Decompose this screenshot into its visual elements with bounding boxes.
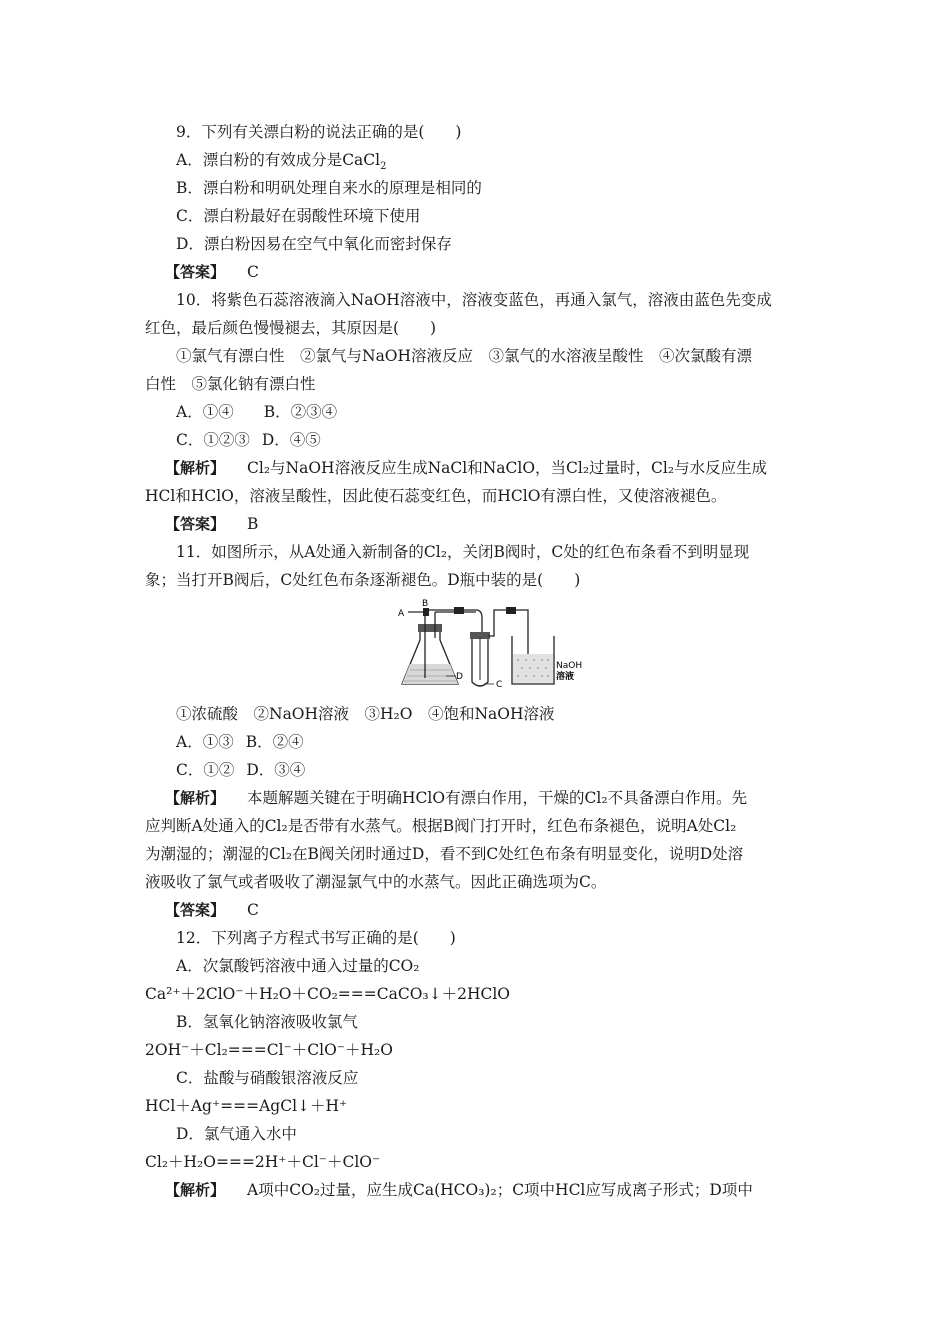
q12-stem: 12．下列离子方程式书写正确的是( ): [176, 929, 456, 947]
label-c: C: [496, 680, 503, 690]
q12-option-a: A．次氯酸钙溶液中通入过量的CO₂: [176, 957, 420, 975]
q11-items: ①浓硫酸 ②NaOH溶液 ③H₂O ④饱和NaOH溶液: [176, 705, 555, 723]
q12-option-d: D．氯气通入水中: [176, 1125, 297, 1143]
q11-answer: 【答案】 C: [165, 901, 259, 919]
q9-option-b: B．漂白粉和明矾处理自来水的原理是相同的: [176, 179, 482, 197]
q10-stem-line-1: 10．将紫色石蕊溶液滴入NaOH溶液中，溶液变蓝色，再通入氯气，溶液由蓝色先变成: [176, 291, 772, 309]
q10-analysis-line-1: 【解析】 Cl₂与NaOH溶液反应生成NaCl和NaClO，当Cl₂过量时，Cl₂与水反应生成: [165, 459, 768, 477]
q12-option-b: B．氢氧化钠溶液吸收氯气: [176, 1013, 358, 1031]
q10-options-cd: C．①②③ D．④⑤: [176, 431, 321, 449]
q12-analysis-line-1: 【解析】 A项中CO₂过量，应生成Ca(HCO₃)₂；C项中HCl应写成离子形式；D项中: [165, 1181, 753, 1199]
q10-analysis-line-2: HCl和HClO，溶液呈酸性，因此使石蕊变红色，而HClO有漂白性，又使溶液褪色。: [145, 487, 727, 505]
q9-stem: 9．下列有关漂白粉的说法正确的是( ): [176, 123, 462, 141]
q9-option-c: C．漂白粉最好在弱酸性环境下使用: [176, 207, 421, 225]
q11-options-cd: C．①② D．③④: [176, 761, 306, 779]
q11-analysis-line-2: 应判断A处通入的Cl₂是否带有水蒸气。根据B阀门打开时，红色布条褪色，说明A处Cl₂: [145, 817, 737, 835]
q9-option-d: D．漂白粉因易在空气中氧化而密封保存: [176, 235, 452, 253]
q9-answer: 【答案】 C: [165, 263, 259, 281]
q12-equation-a: Ca²⁺＋2ClO⁻＋H₂O＋CO₂===CaCO₃↓＋2HClO: [145, 985, 511, 1003]
q12-option-c: C．盐酸与硝酸银溶液反应: [176, 1069, 359, 1087]
naoh-label-2: 溶液: [556, 672, 575, 682]
q12-equation-c: HCl＋Ag⁺===AgCl↓＋H⁺: [145, 1097, 348, 1115]
q11-options-ab: A．①③ B．②④: [176, 733, 304, 751]
naoh-label-1: NaOH: [556, 661, 583, 671]
q10-options-ab: A．①④ B．②③④: [176, 403, 338, 421]
q10-stem-line-2: 红色，最后颜色慢慢褪去，其原因是( ): [145, 319, 437, 337]
q12-equation-d: Cl₂＋H₂O===2H⁺＋Cl⁻＋ClO⁻: [145, 1153, 381, 1171]
q9-option-a: A．漂白粉的有效成分是CaCl$_2$: [176, 151, 387, 173]
q11-stem-line-2: 象；当打开B阀后，C处红色布条逐渐褪色。D瓶中装的是( ): [145, 571, 581, 589]
q11-stem-line-1: 11．如图所示，从A处通入新制备的Cl₂，关闭B阀时，C处的红色布条看不到明显现: [176, 543, 750, 561]
q12-equation-b: 2OH⁻＋Cl₂===Cl⁻＋ClO⁻＋H₂O: [145, 1041, 393, 1059]
q11-analysis-line-1: 【解析】 本题解题关键在于明确HClO有漂白作用，干燥的Cl₂不具备漂白作用。先: [165, 789, 748, 807]
label-a: A: [398, 609, 405, 619]
label-b: B: [422, 599, 429, 609]
q10-items-line-1: ①氯气有漂白性 ②氯气与NaOH溶液反应 ③氯气的水溶液呈酸性 ④次氯酸有漂: [176, 347, 753, 365]
q11-analysis-line-4: 液吸收了氯气或者吸收了潮湿氯气中的水蒸气。因此正确选项为C。: [145, 873, 607, 891]
q10-items-line-2: 白性 ⑤氯化钠有漂白性: [145, 375, 316, 393]
q10-answer: 【答案】 B: [165, 515, 259, 533]
apparatus-diagram: [398, 598, 590, 694]
q11-analysis-line-3: 为潮湿的；潮湿的Cl₂在B阀关闭时通过D，看不到C处红色布条有明显变化，说明D处溶: [145, 845, 744, 863]
label-d: D: [456, 672, 463, 682]
